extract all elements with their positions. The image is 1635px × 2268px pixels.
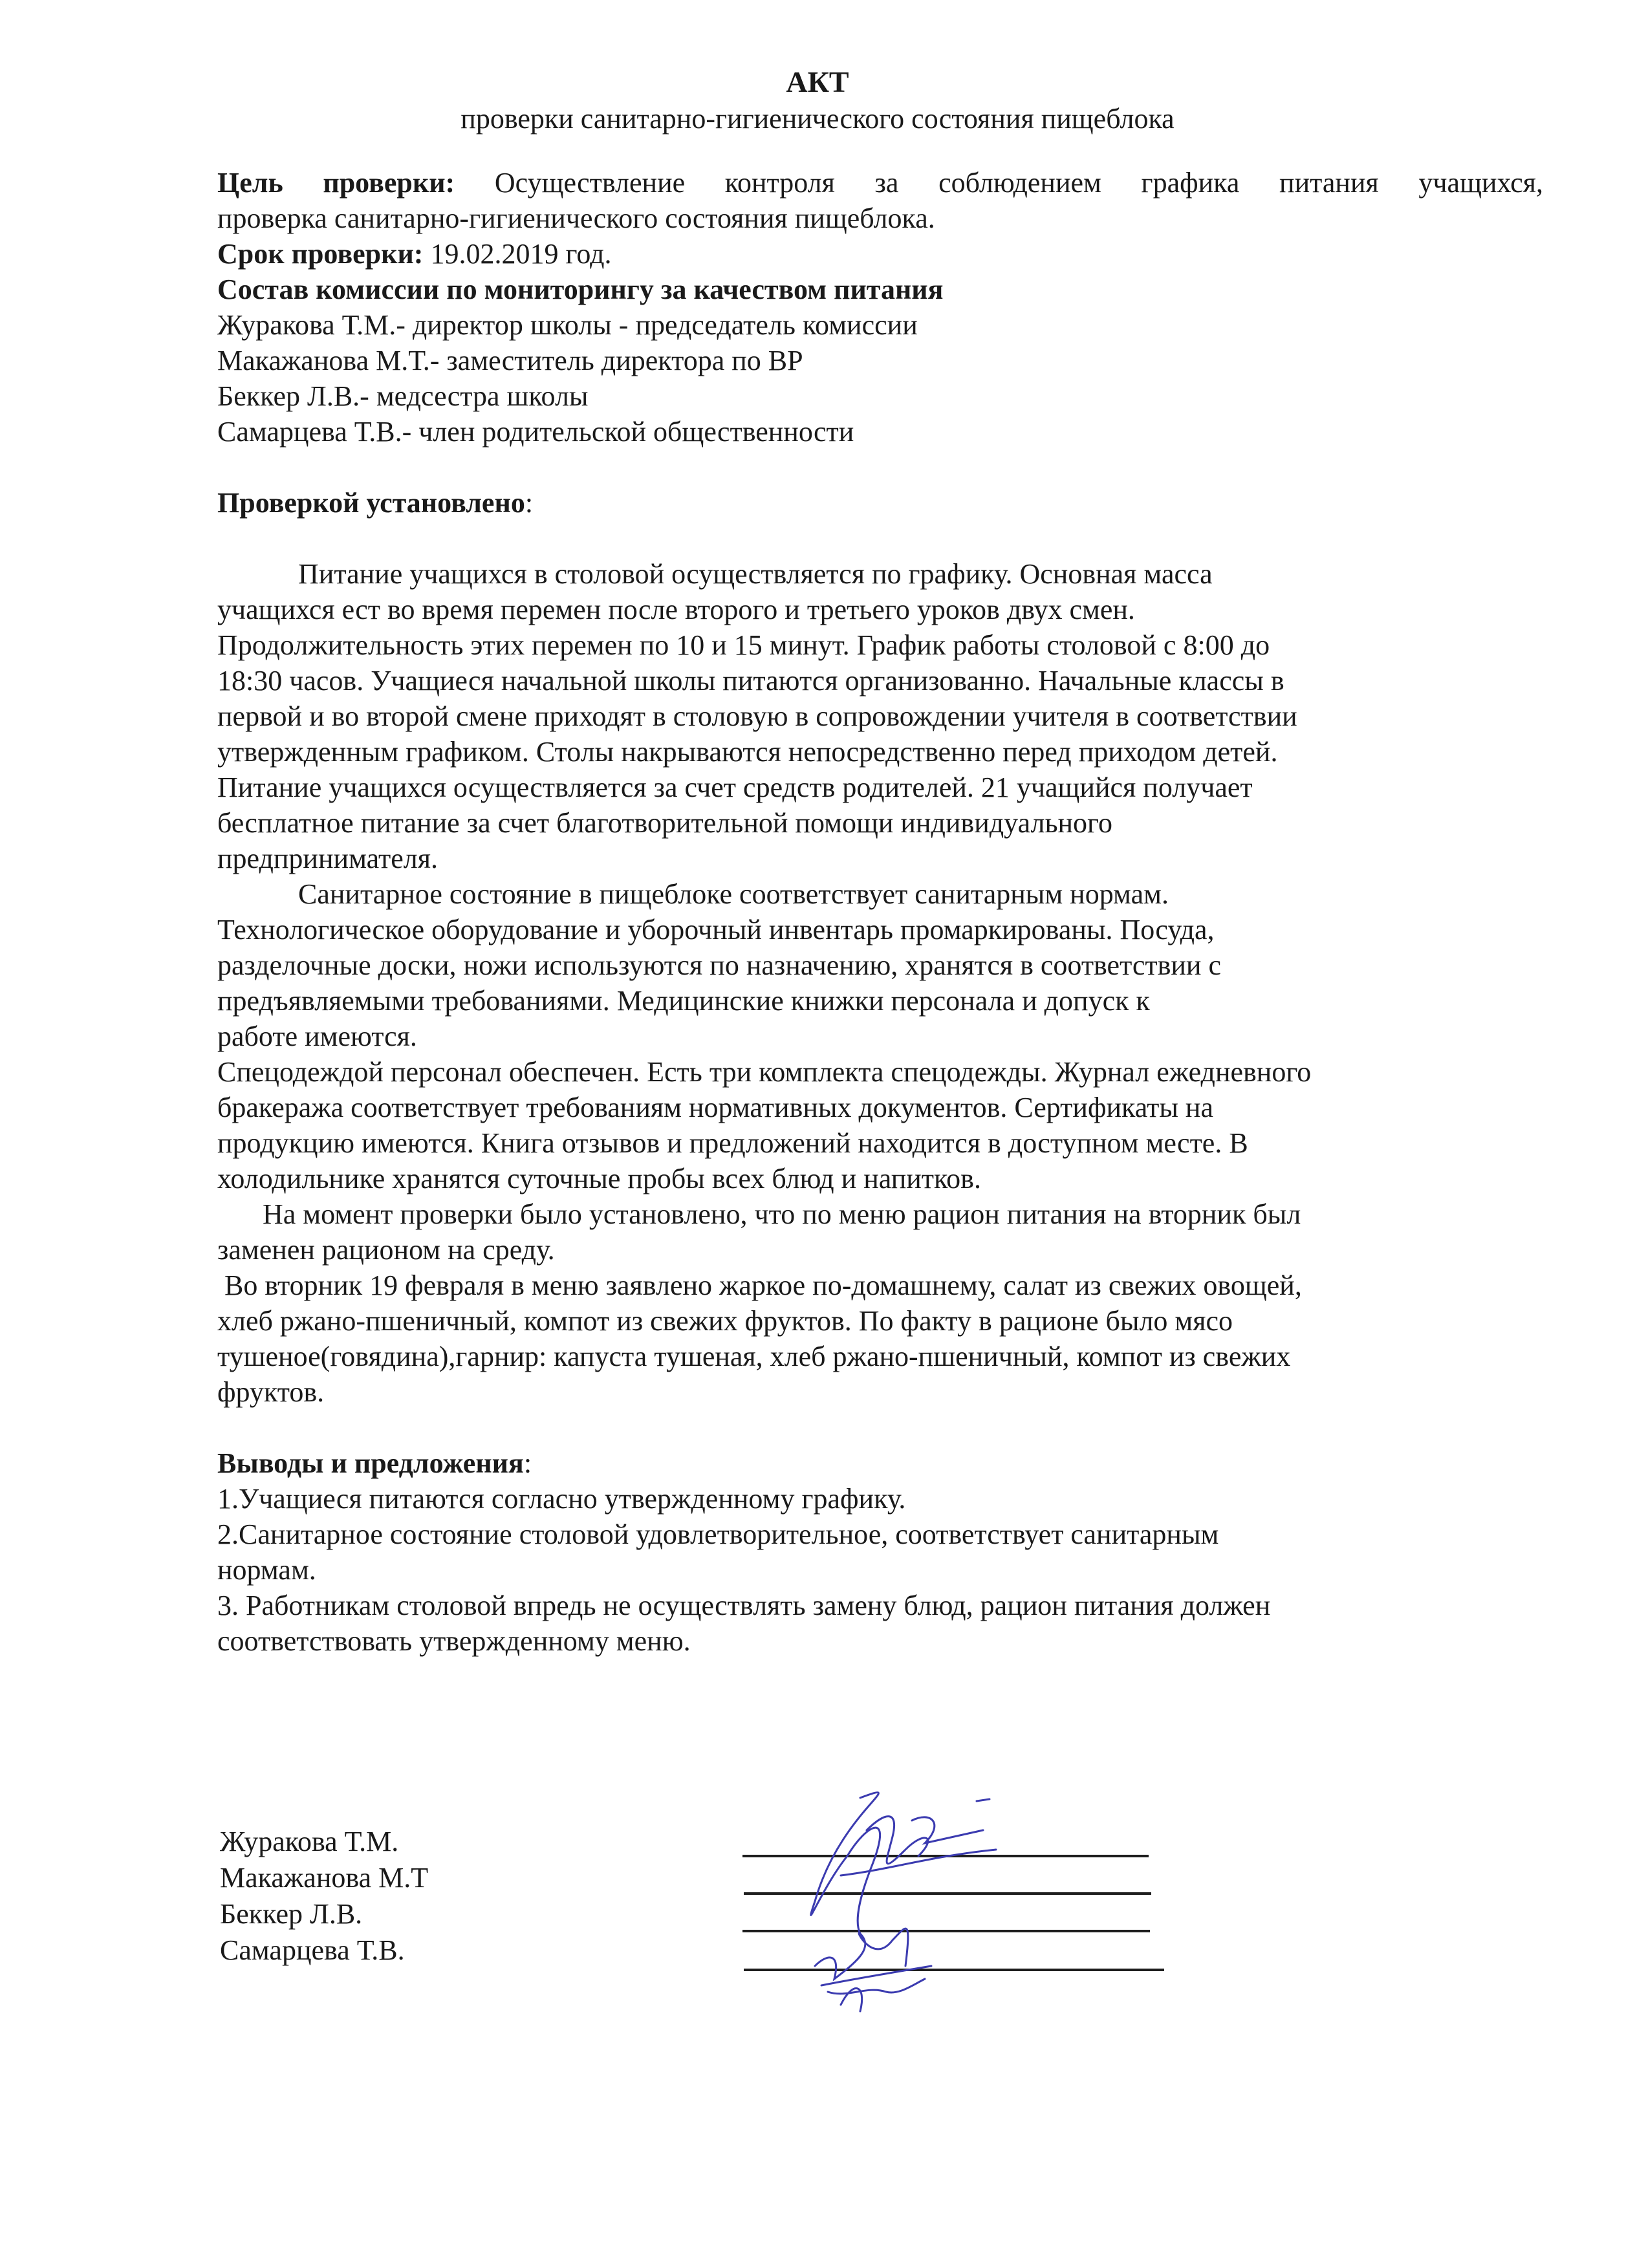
text-line: фруктов. — [217, 1376, 325, 1408]
text-line: Во вторник 19 февраля в меню заявлено жаркое по-домашнему, салат из свежих овощей, — [217, 1269, 1302, 1301]
commission-heading: Состав комиссии по мониторингу за качеством питания — [217, 274, 944, 305]
goal-text-1: Осуществление контроля за соблюдением графика питания учащихся, — [494, 167, 1543, 199]
spacer — [217, 449, 1543, 485]
text-line: Питание учащихся в столовой осуществляется по графику. Основная масса — [298, 558, 1213, 590]
conclusions-list — [217, 1481, 1543, 1659]
goal-label: Цель проверки — [217, 167, 446, 199]
signatory-name: Беккер Л.В. — [220, 1898, 363, 1930]
text-line: учащихся ест во время перемен после второго и третьего уроков двух смен. — [217, 594, 1135, 625]
findings-paragraph-4 — [217, 1196, 1543, 1268]
text-line: бракеража соответствует требованиям нормативных документов. Сертификаты на — [217, 1092, 1213, 1123]
findings-paragraph-2 — [217, 876, 1543, 1054]
findings-paragraph-5 — [217, 1268, 1543, 1410]
term-line — [217, 236, 1543, 272]
findings-paragraph-3 — [217, 1054, 1543, 1196]
term-colon: : — [413, 238, 424, 270]
text-line: предпринимателя. — [217, 843, 438, 874]
text-line: Питание учащихся осуществляется за счет средств родителей. 21 учащийся получает — [217, 772, 1253, 803]
text-line: Санитарное состояние в пищеблоке соответствует санитарным нормам. — [298, 878, 1169, 910]
text-line: заменен рационом на среду. — [217, 1234, 555, 1266]
conclusion-item: соответствовать утвержденному меню. — [217, 1625, 691, 1657]
text-line: 18:30 часов. Учащиеся начальной школы питаются организованно. Начальные классы в — [217, 665, 1284, 697]
term-value: 19.02.2019 год. — [430, 238, 612, 270]
text-line: На момент проверки было установлено, что по меню рацион питания на вторник был — [263, 1198, 1301, 1230]
text-line: первой и во второй смене приходят в столовую в сопровождении учителя в соответствии — [217, 700, 1297, 732]
findings-paragraph-1 — [217, 556, 1543, 876]
signature-names — [220, 1824, 428, 1969]
document-subtitle: проверки санитарно-гигиенического состояния пищеблока — [460, 103, 1175, 135]
text-line: Продолжительность этих перемен по 10 и 15 минут. График работы столовой с 8:00 до — [217, 629, 1270, 661]
findings-heading-line — [217, 485, 1543, 521]
conclusion-item: 1.Учащиеся питаются согласно утвержденному графику. — [217, 1483, 906, 1515]
findings-heading: Проверкой установлено — [217, 487, 525, 519]
text-line: разделочные доски, ножи используются по назначению, хранятся в соответствии с — [217, 949, 1222, 981]
term-label: Срок проверки — [217, 238, 414, 270]
spacer — [217, 1410, 1543, 1445]
document-title: АКТ — [786, 65, 849, 98]
text-line: продукцию имеются. Книга отзывов и предложений находится в доступном месте. В — [217, 1127, 1248, 1159]
text-line: хлеб ржано-пшеничный, компот из свежих фруктов. По факту в рационе было мясо — [217, 1305, 1233, 1337]
text-line: тушеное(говядина),гарнир: капуста тушеная, хлеб ржано-пшеничный, компот из свежих — [217, 1341, 1291, 1372]
conclusion-item: нормам. — [217, 1554, 316, 1586]
goal-colon: : — [445, 167, 455, 199]
conclusions-heading: Выводы и предложения — [217, 1447, 524, 1479]
handwritten-signature-icon — [763, 1772, 1099, 2018]
goal-line-1 — [217, 165, 1543, 200]
signatory-name: Макажанова М.Т — [220, 1862, 429, 1894]
conclusions-heading-line — [217, 1445, 1543, 1481]
commission-member: Журакова Т.М.- директор школы - председатель комиссии — [217, 309, 918, 341]
text-line: утвержденным графиком. Столы накрываются непосредственно перед приходом детей. — [217, 736, 1278, 768]
text-line: холодильнике хранятся суточные пробы всех блюд и напитков. — [217, 1163, 981, 1194]
signatory-name: Самарцева Т.В. — [220, 1934, 405, 1966]
text-line: предъявляемыми требованиями. Медицинские книжки персонала и допуск к — [217, 985, 1150, 1017]
text-line: бесплатное питание за счет благотворительной помощи индивидуального — [217, 807, 1113, 839]
document-body — [217, 165, 1543, 1659]
text-line: Спецодеждой персонал обеспечен. Есть три комплекта спецодежды. Журнал ежедневного — [217, 1056, 1312, 1088]
commission-member: Самарцева Т.В.- член родительской общественности — [217, 416, 854, 448]
commission-member: Беккер Л.В.- медсестра школы — [217, 380, 589, 412]
signatory-name: Журакова Т.М. — [220, 1826, 399, 1857]
text-line: Технологическое оборудование и уборочный инвентарь промаркированы. Посуда, — [217, 914, 1215, 945]
findings-colon: : — [525, 487, 534, 519]
text-line: работе имеются. — [217, 1021, 417, 1052]
conclusion-item: 3. Работникам столовой впредь не осуществлять замену блюд, рацион питания должен — [217, 1590, 1271, 1621]
commission-member: Макажанова М.Т.- заместитель директора по ВР — [217, 345, 803, 376]
goal-line-2: проверка санитарно-гигиенического состояния пищеблока. — [217, 202, 935, 234]
conclusion-item: 2.Санитарное состояние столовой удовлетворительное, соответствует санитарным — [217, 1518, 1219, 1550]
spacer — [217, 521, 1543, 556]
conclusions-colon: : — [523, 1447, 532, 1479]
